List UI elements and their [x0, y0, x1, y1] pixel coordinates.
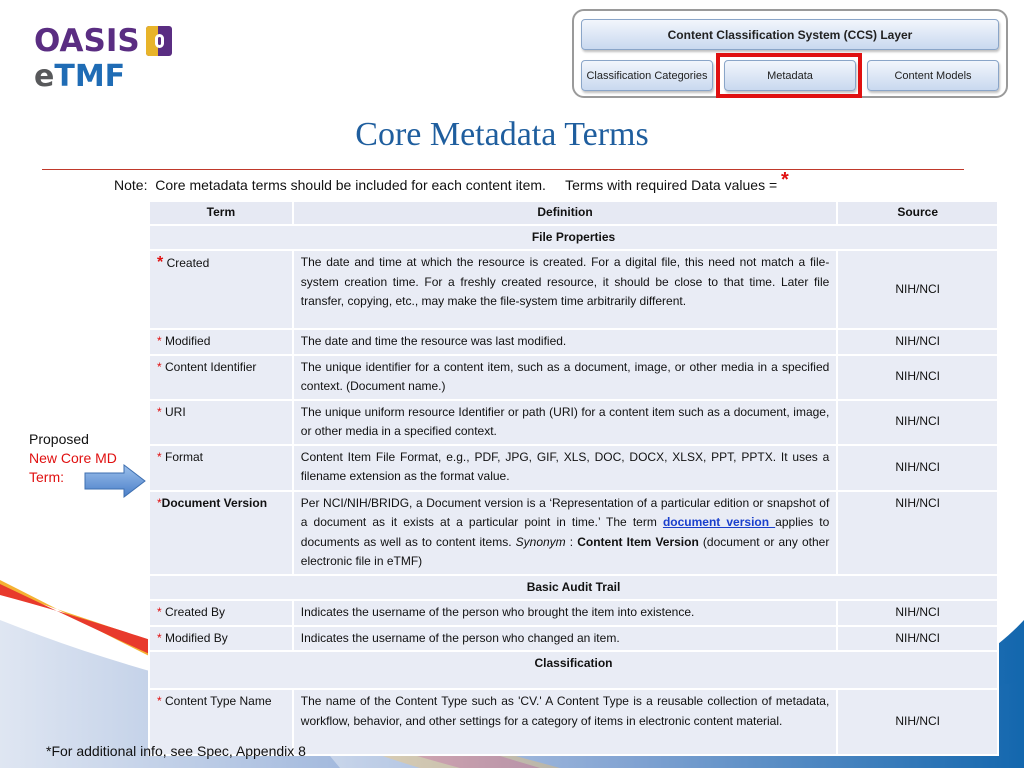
- note-text: Note: Core metadata terms should be included for each content item. Terms with required Data values =: [114, 177, 782, 193]
- synonym-label: Synonym: [515, 534, 566, 549]
- etmf-e: e: [34, 59, 55, 94]
- term-cell: [149, 250, 293, 329]
- term-cell: [149, 626, 293, 652]
- required-marker-icon: *: [157, 404, 162, 419]
- required-marker-icon: *: [157, 254, 164, 271]
- required-marker-icon: *: [157, 449, 162, 464]
- term-label: Content Type Name: [165, 694, 272, 708]
- callout-line-1: Proposed: [29, 431, 89, 447]
- required-marker-icon: *: [157, 359, 162, 374]
- term-label: Modified: [165, 334, 211, 348]
- oasis-text: OASIS: [34, 23, 140, 59]
- oasis-wordmark: [34, 24, 172, 58]
- title-divider: [42, 169, 964, 170]
- table-row: [149, 600, 998, 626]
- required-marker-icon: *: [157, 334, 162, 348]
- ccs-layer-title: Content Classification System (CCS) Layer: [581, 19, 999, 50]
- definition-cell: The date and time the resource was last modified.: [293, 329, 838, 355]
- table-header-row: [149, 201, 998, 225]
- required-marker-icon: *: [157, 605, 162, 619]
- term-label: Created: [166, 256, 210, 270]
- source-cell: NIH/NCI: [837, 445, 998, 491]
- term-cell: [149, 600, 293, 626]
- term-label: Modified By: [165, 630, 228, 645]
- section-row-classification: [149, 651, 998, 689]
- source-cell: NIH/NCI: [837, 400, 998, 445]
- source-cell: NIH/NCI: [837, 491, 998, 575]
- oasis-etmf-logo: [34, 24, 172, 94]
- section-title: Classification: [149, 651, 998, 689]
- term-label: URI: [165, 404, 186, 419]
- synonym-value: Content Item Version: [577, 534, 699, 549]
- definition-cell: The name of the Content Type such as 'CV.' A Content Type is a reusable collection of metadata, workflow, behavior, and other settings for a category of items in electronic content material.: [293, 689, 838, 755]
- page-title: Core Metadata Terms: [355, 116, 649, 153]
- table-row: [149, 250, 998, 329]
- definition-text: Per NCI/NIH/BRIDG, a Document version is a ‘Representation of a particular edition or snapshot of a document as it exists at a particular point in time.’ The term: [300, 495, 830, 529]
- source-cell: NIH/NCI: [837, 689, 998, 755]
- source-cell: NIH/NCI: [837, 626, 998, 652]
- term-cell: [149, 329, 293, 355]
- definition-text: (document or any other electronic file in eTMF): [300, 534, 830, 568]
- header-source: Source: [837, 201, 998, 225]
- term-label: Content Identifier: [165, 359, 257, 374]
- etmf-tmf: TMF: [54, 59, 126, 94]
- definition-cell: The unique identifier for a content item, such as a document, image, or other media in a specified context. (Document name.): [293, 355, 838, 400]
- definition-cell: The unique uniform resource Identifier or path (URI) for a content item such as a document, image, or other media in a specified context.: [293, 400, 838, 445]
- arrow-right-icon: [84, 464, 146, 498]
- definition-text: :: [565, 534, 578, 549]
- section-title: File Properties: [149, 225, 998, 251]
- source-cell: NIH/NCI: [837, 250, 998, 329]
- term-cell: [149, 355, 293, 400]
- required-marker-icon: *: [157, 495, 162, 510]
- etmf-wordmark: [34, 60, 172, 94]
- section-row-file-properties: [149, 225, 998, 251]
- definition-cell: Indicates the username of the person who changed an item.: [293, 626, 838, 652]
- source-cell: NIH/NCI: [837, 355, 998, 400]
- table-row: [149, 355, 998, 400]
- footnote: *For additional info, see Spec, Appendix 8: [46, 743, 306, 759]
- term-cell: [149, 491, 293, 575]
- ccs-box-classification-categories: Classification Categories: [581, 60, 713, 91]
- ccs-box-content-models: Content Models: [867, 60, 999, 91]
- header-term: Term: [149, 201, 293, 225]
- ccs-box-metadata: Metadata: [724, 60, 856, 91]
- definition-cell: The date and time at which the resource is created. For a digital file, this need not match a file-system creation time. For a freshly created resource, it should be close to that time. Later file transfer, copying, etc., may make the file-system time arbitrarily different.: [293, 250, 838, 329]
- callout-line-3: Term:: [29, 469, 64, 485]
- definition-cell: [293, 491, 838, 575]
- definition-text: applies to documents as well as to content items.: [300, 515, 830, 549]
- source-cell: NIH/NCI: [837, 329, 998, 355]
- table-row: [149, 626, 998, 652]
- table-row-proposed: [149, 491, 998, 575]
- callout-line-2: New Core MD: [29, 450, 117, 466]
- term-label: Created By: [165, 605, 226, 619]
- ccs-layer-diagram: [572, 9, 1008, 98]
- table-row: [149, 445, 998, 491]
- metadata-terms-table: [148, 200, 999, 756]
- required-marker-icon: *: [781, 169, 789, 191]
- section-row-basic-audit-trail: [149, 575, 998, 601]
- section-title: Basic Audit Trail: [149, 575, 998, 601]
- table-row: [149, 400, 998, 445]
- header-definition: Definition: [293, 201, 838, 225]
- metadata-highlight-frame: [716, 53, 862, 98]
- term-cell: [149, 445, 293, 491]
- note-line: [114, 169, 789, 196]
- definition-cell: Indicates the username of the person who brought the item into existence.: [293, 600, 838, 626]
- definition-cell: Content Item File Format, e.g., PDF, JPG, GIF, XLS, DOC, DOCX, XLSX, PPT, PPTX. It uses a filename extension as the format value.: [293, 445, 838, 491]
- table-row: [149, 329, 998, 355]
- term-label: Document Version: [161, 495, 268, 510]
- document-version-link[interactable]: document version: [662, 515, 776, 529]
- required-marker-icon: *: [157, 694, 162, 708]
- source-cell: NIH/NCI: [837, 600, 998, 626]
- oasis-logo-icon: [146, 26, 172, 56]
- required-marker-icon: *: [157, 630, 162, 645]
- term-label: Format: [165, 449, 204, 464]
- term-cell: [149, 400, 293, 445]
